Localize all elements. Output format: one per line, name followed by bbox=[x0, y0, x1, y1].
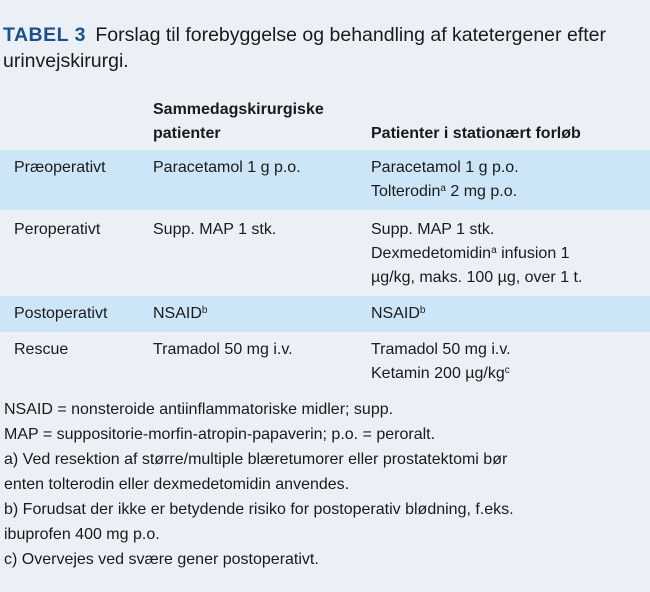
table-title bbox=[3, 22, 648, 74]
row-sameday: Supp. MAP 1 stk. bbox=[153, 221, 277, 238]
inpatient-line: Tolterodin$^a$ 2 mg p.o. bbox=[371, 183, 518, 200]
inpatient-line: Tramadol 50 mg i.v. bbox=[371, 341, 511, 358]
row-phase: Præoperativt bbox=[14, 159, 106, 176]
table-title-label: TABEL 3 bbox=[3, 24, 86, 46]
table-title-text: Forslag til forebyggelse og behandling af katetergener efter urinvejskirurgi. bbox=[3, 24, 606, 72]
row-inpatient bbox=[371, 338, 646, 386]
row-sameday: Tramadol 50 mg i.v. bbox=[153, 341, 293, 358]
row-phase: Postoperativt bbox=[14, 305, 108, 322]
row-phase: Rescue bbox=[14, 341, 69, 358]
inpatient-line: Ketamin 200 $\mu g/kg^c$ bbox=[371, 365, 510, 382]
footnote-line: MAP = suppositorie-morfin-atropin-papaverin; p.o. = peroralt. bbox=[4, 426, 436, 443]
row-inpatient bbox=[371, 156, 646, 204]
footnote-line: NSAID = nonsteroide antiinflammatoriske midler; supp. bbox=[4, 401, 394, 418]
inpatient-line: Supp. MAP 1 stk. bbox=[371, 221, 495, 238]
column-header-sameday bbox=[153, 98, 363, 146]
inpatient-line: µg/kg, maks. 100 µg, over 1 t. bbox=[371, 269, 583, 286]
footnote-line: b) Forudsat der ikke er betydende risiko for postoperativ blødning, f.eks. bbox=[4, 501, 514, 518]
inpatient-line: NSAID$^b$ bbox=[371, 305, 426, 322]
footnote-line: a) Ved resektion af større/multiple blæretumorer eller prostatektomi bør bbox=[4, 451, 508, 468]
column-header-sameday-line1: Sammedagskirurgiske bbox=[153, 101, 324, 118]
table-row-rescue bbox=[0, 332, 650, 394]
row-phase: Peroperativt bbox=[14, 221, 101, 238]
inpatient-line: Dexmedetomidin$^a$ infusion 1 bbox=[371, 245, 570, 262]
table-footnotes bbox=[4, 397, 644, 572]
table-row-preoperative bbox=[0, 150, 650, 210]
row-sameday: NSAID$^b$ bbox=[153, 305, 208, 322]
inpatient-line: Paracetamol 1 g p.o. bbox=[371, 159, 519, 176]
footnote-line: c) Overvejes ved svære gener postoperativt. bbox=[4, 551, 319, 568]
row-inpatient bbox=[371, 302, 646, 326]
row-inpatient bbox=[371, 218, 646, 290]
column-header-inpatient: Patienter i stationært forløb bbox=[371, 125, 581, 142]
table-row-postoperative bbox=[0, 296, 650, 332]
footnote-line: ibuprofen 400 mg p.o. bbox=[4, 526, 160, 543]
column-header-sameday-line2: patienter bbox=[153, 125, 221, 142]
row-sameday: Paracetamol 1 g p.o. bbox=[153, 159, 301, 176]
table-row-peroperative bbox=[0, 210, 650, 296]
footnote-line: enten tolterodin eller dexmedetomidin anvendes. bbox=[4, 476, 350, 493]
